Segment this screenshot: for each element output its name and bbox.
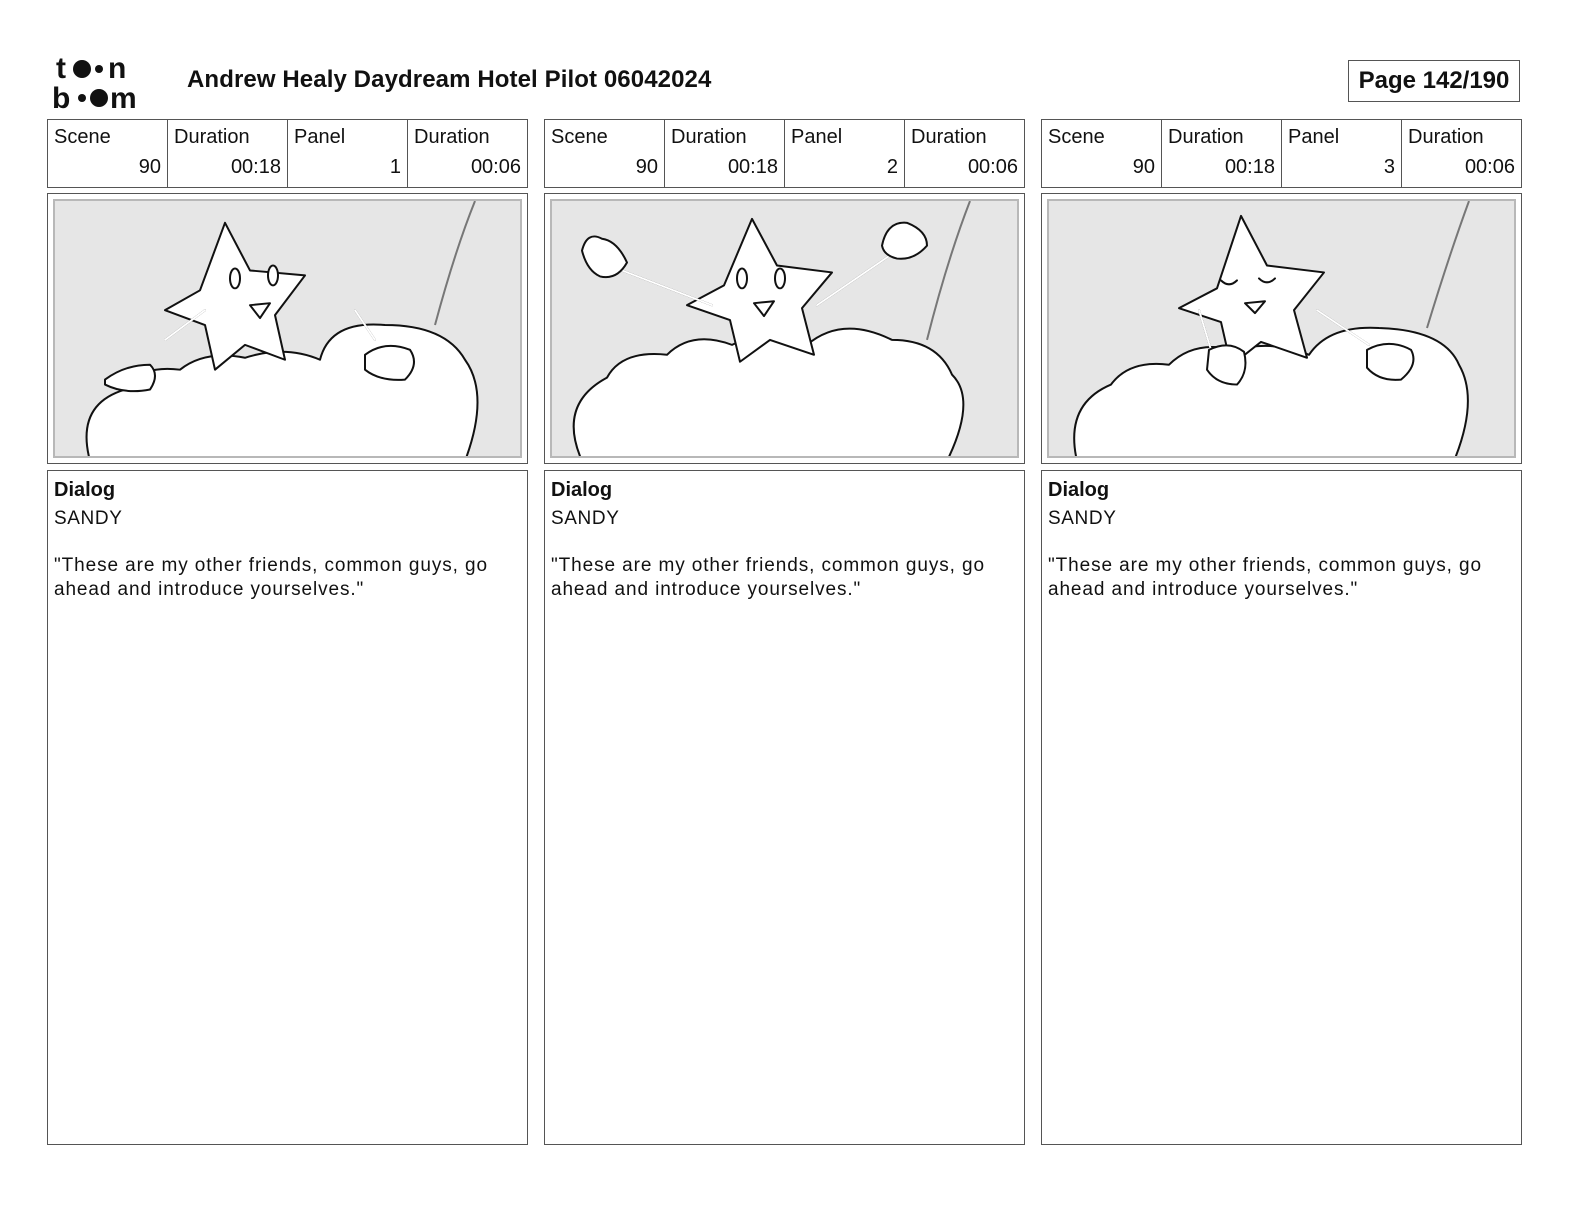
panel-sketch: [1049, 201, 1514, 456]
panel-frame: [1041, 193, 1522, 464]
panel-info-row: [544, 119, 1025, 188]
panel-value: 1: [389, 156, 401, 178]
panel-duration-cell: [904, 120, 1024, 187]
panel-sketch: [552, 201, 1017, 456]
scene-label: Scene: [1048, 126, 1105, 148]
dialog-heading: Dialog: [551, 479, 613, 501]
dialog-box: [47, 470, 528, 1145]
svg-text:n: n: [108, 52, 127, 85]
panel-info-row: [1041, 119, 1522, 188]
scene-duration-cell: [1161, 120, 1281, 187]
toon-boom-logo: [52, 52, 164, 112]
svg-text:m: m: [110, 82, 137, 112]
svg-text:b: b: [52, 82, 71, 112]
scene-duration-value: 00:18: [727, 156, 778, 178]
dialog-character: SANDY: [54, 508, 123, 529]
scene-duration-cell: [167, 120, 287, 187]
panel-duration-value: 00:06: [1464, 156, 1515, 178]
panel-cell: [1281, 120, 1401, 187]
scene-duration-value: 00:18: [1224, 156, 1275, 178]
scene-label: Scene: [54, 126, 111, 148]
panel-sketch: [55, 201, 520, 456]
panel-label: Panel: [791, 126, 843, 148]
panel-cell: [784, 120, 904, 187]
panel-label: Panel: [294, 126, 346, 148]
dialog-heading: Dialog: [54, 479, 116, 501]
storyboard-panel-2: [544, 119, 1025, 1145]
scene-duration-value: 00:18: [230, 156, 281, 178]
panel-duration-label: Duration: [911, 126, 987, 148]
dialog-box: [544, 470, 1025, 1145]
scene-cell: [48, 120, 167, 187]
scene-label: Scene: [551, 126, 608, 148]
scene-duration-cell: [664, 120, 784, 187]
panel-label: Panel: [1288, 126, 1340, 148]
scene-cell: [545, 120, 664, 187]
panel-duration-value: 00:06: [470, 156, 521, 178]
panel-info-row: [47, 119, 528, 188]
panel-value: 3: [1383, 156, 1395, 178]
panel-value: 2: [886, 156, 898, 178]
document-title: Andrew Healy Daydream Hotel Pilot 06042024: [187, 66, 712, 93]
scene-duration-label: Duration: [1168, 126, 1244, 148]
svg-text:t: t: [56, 52, 66, 85]
dialog-line: "These are my other friends, common guys, go ahead and introduce yourselves.": [1048, 555, 1489, 600]
dialog-box: [1041, 470, 1522, 1145]
panel-frame: [47, 193, 528, 464]
scene-value: 90: [138, 156, 161, 178]
storyboard-panel-3: [1041, 119, 1522, 1145]
dialog-line: "These are my other friends, common guys, go ahead and introduce yourselves.": [54, 555, 495, 600]
dialog-heading: Dialog: [1048, 479, 1110, 501]
page-number: Page 142/190: [1348, 60, 1520, 102]
dialog-character: SANDY: [1048, 508, 1117, 529]
panel-duration-value: 00:06: [967, 156, 1018, 178]
scene-duration-label: Duration: [671, 126, 747, 148]
panel-cell: [287, 120, 407, 187]
scene-value: 90: [635, 156, 658, 178]
dialog-character: SANDY: [551, 508, 620, 529]
scene-duration-label: Duration: [174, 126, 250, 148]
dialog-line: "These are my other friends, common guys, go ahead and introduce yourselves.": [551, 555, 992, 600]
panel-frame: [544, 193, 1025, 464]
panel-duration-cell: [407, 120, 527, 187]
scene-cell: [1042, 120, 1161, 187]
scene-value: 90: [1132, 156, 1155, 178]
panel-duration-label: Duration: [1408, 126, 1484, 148]
panel-duration-label: Duration: [414, 126, 490, 148]
storyboard-panel-1: [47, 119, 528, 1145]
panel-duration-cell: [1401, 120, 1521, 187]
